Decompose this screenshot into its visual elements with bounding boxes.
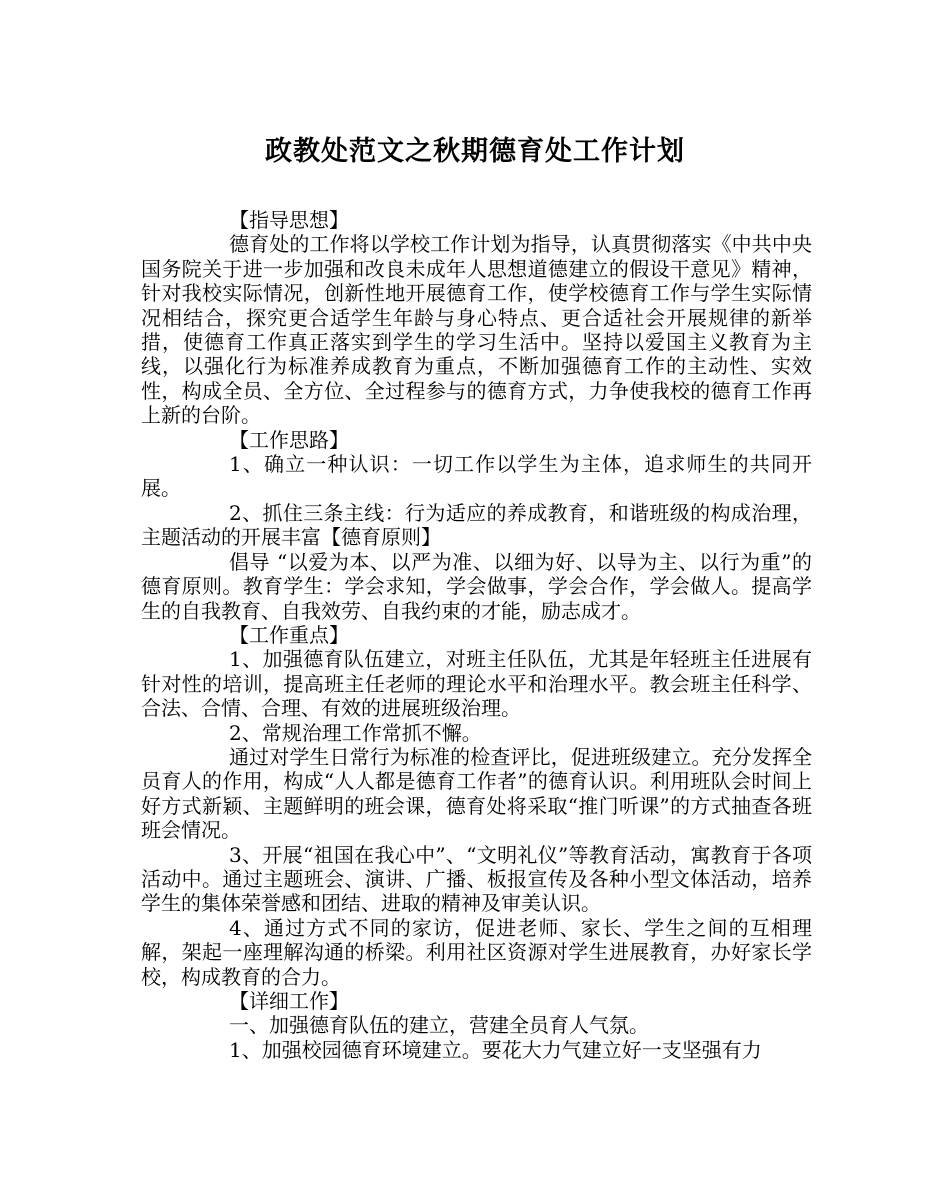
paragraph-focus-4: 4、通过方式不同的家访，促进老师、家长、学生之间的互相理解，架起一座理解沟通的桥梁。利用社区资源对学生进展教育，办好家长学校，构成教育的合力。 [141, 915, 812, 989]
section-heading-detailed-work: 【详细工作】 [229, 989, 349, 1013]
paragraph-guiding-thought: 德育处的工作将以学校工作计划为指导，认真贯彻落实《中共中央国务院关于进一步加强和改良未成年人思想道德建立的假设干意见》精神，针对我校实际情况，创新性地开展德育工作，使学校德育工作与学生实际情况相结合，探究更合适学生年龄与身心特点、更合适社会开展规律的新举措，使德育工作真正落实到学生的学习生活中。坚持以爱国主义教育为主线，以强化行为标准养成教育为重点，不断加强德育工作的主动性、实效性，构成全员、全方位、全过程参与的德育方式，力争使我校的德育工作再上新的台阶。 [141, 232, 812, 428]
paragraph-moral-principles: 倡导 “以爱为本、以严为准、以细为好、以导为主、以行为重”的德育原则。教育学生：学会求知，学会做事，学会合作，学会做人。提高学生的自我教育、自我效劳、自我约束的才能，励志成才。 [141, 549, 812, 623]
paragraph-focus-3: 3、开展“祖国在我心中”、“文明礼仪”等教育活动，寓教育于各项活动中。通过主题班会、演讲、广播、板报宣传及各种小型文体活动，培养学生的集体荣誉感和团结、进取的精神及审美认识。 [141, 842, 812, 916]
paragraph-focus-2: 2、常规治理工作常抓不懈。 [229, 720, 482, 745]
paragraph-detailed-1-1: 1、加强校园德育环境建立。要花大力气建立好一支坚强有力 [229, 1037, 762, 1062]
document-body [141, 208, 812, 1062]
paragraph-focus-1: 1、加强德育队伍建立，对班主任队伍，尤其是年轻班主任进展有针对性的培训，提高班主任老师的理论水平和治理水平。教会班主任科学、合法、合情、合理、有效的进展班级治理。 [141, 647, 812, 721]
paragraph-approach-2: 2、抓住三条主线：行为适应的养成教育，和谐班级的构成治理，主题活动的开展丰富【德育原则】 [141, 500, 812, 550]
section-heading-guiding-thought: 【指导思想】 [229, 208, 349, 232]
document-title: 政教处范文之秋期德育处工作计划 [265, 136, 685, 167]
section-heading-work-approach: 【工作思路】 [229, 427, 349, 452]
paragraph-detailed-1: 一、加强德育队伍的建立，营建全员育人气氛。 [229, 1013, 649, 1038]
paragraph-approach-1: 1、确立一种认识：一切工作以学生为主体，追求师生的共同开展。 [141, 452, 812, 501]
paragraph-focus-2-detail: 通过对学生日常行为标准的检查评比，促进班级建立。充分发挥全员育人的作用，构成“人人都是德育工作者”的德育认识。利用班队会时间上好方式新颖、主题鲜明的班会课，德育处将采取“推门听课”的方式抽查各班班会情况。 [141, 744, 812, 843]
section-heading-work-focus: 【工作重点】 [229, 622, 349, 647]
